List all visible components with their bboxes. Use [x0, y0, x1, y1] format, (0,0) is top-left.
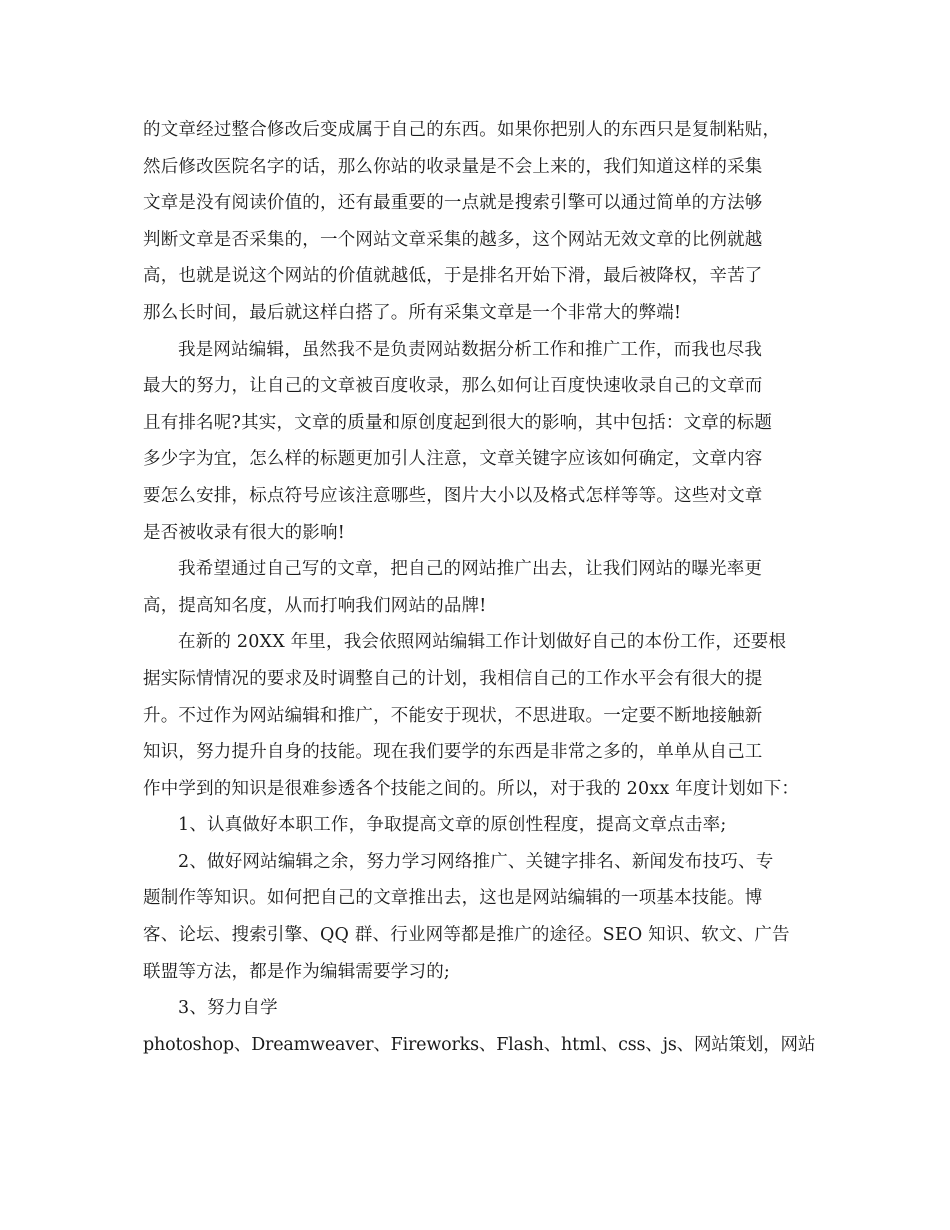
text-line: 联盟等方法，都是作为编辑需要学习的; — [143, 961, 450, 982]
text-line: 客、论坛、搜索引擎、QQ 群、行业网等都是推广的途径。SEO 知识、软文、广告 — [143, 925, 790, 946]
text-line: photoshop、Dreamweaver、Fireworks、Flash、html、css、js、网站策划，网站 — [143, 1034, 816, 1055]
text-line: 题制作等知识。如何把自己的文章推出去，这也是网站编辑的一项基本技能。博 — [143, 888, 763, 909]
paragraph-software-list — [143, 1027, 815, 1064]
text-line: 在新的 20XX 年里，我会依照网站编辑工作计划做好自己的本份工作，还要根 — [178, 632, 787, 653]
paragraph-1 — [143, 112, 815, 332]
text-line: 要怎么安排，标点符号应该注意哪些，图片大小以及格式怎样等等。这些对文章 — [143, 485, 763, 506]
text-line: 多少字为宜，怎么样的标题更加引人注意，文章关键字应该如何确定，文章内容 — [143, 449, 763, 470]
text-line: 3、努力自学 — [178, 998, 278, 1019]
text-line: 文章是没有阅读价值的，还有最重要的一点就是搜索引擎可以通过简单的方法够 — [143, 193, 763, 214]
list-item-3 — [143, 990, 815, 1027]
text-line: 我希望通过自己写的文章，把自己的网站推广出去，让我们网站的曝光率更 — [178, 559, 763, 580]
text-line: 且有排名呢?其实，文章的质量和原创度起到很大的影响，其中包括：文章的标题 — [143, 412, 773, 433]
text-line: 作中学到的知识是很难参透各个技能之间的。所以，对于我的 20xx 年度计划如下： — [143, 778, 800, 799]
text-line: 那么长时间，最后就这样白搭了。所有采集文章是一个非常大的弊端! — [143, 302, 682, 323]
paragraph-2 — [143, 332, 815, 552]
text-line: 判断文章是否采集的，一个网站文章采集的越多，这个网站无效文章的比例就越 — [143, 229, 763, 250]
list-item-2 — [143, 844, 815, 990]
text-line: 高，也就是说这个网站的价值就越低，于是排名开始下滑，最后被降权，辛苦了 — [143, 266, 763, 287]
paragraph-4 — [143, 624, 815, 807]
text-line: 知识，努力提升自身的技能。现在我们要学的东西是非常之多的，单单从自己工 — [143, 742, 763, 763]
text-line: 升。不过作为网站编辑和推广，不能安于现状，不思进取。一定要不断地接触新 — [143, 705, 763, 726]
text-line: 是否被收录有很大的影响! — [143, 522, 345, 543]
paragraph-3 — [143, 551, 815, 624]
text-line: 据实际情情况的要求及时调整自己的计划，我相信自己的工作水平会有很大的提 — [143, 668, 763, 689]
text-line: 我是网站编辑，虽然我不是负责网站数据分析工作和推广工作，而我也尽我 — [178, 339, 763, 360]
text-line: 1、认真做好本职工作，争取提高文章的原创性程度，提高文章点击率; — [178, 815, 727, 836]
text-line: 最大的努力，让自己的文章被百度收录，那么如何让百度快速收录自己的文章而 — [143, 376, 763, 397]
text-line: 然后修改医院名字的话，那么你站的收录量是不会上来的，我们知道这样的采集 — [143, 156, 763, 177]
text-line: 2、做好网站编辑之余，努力学习网络推广、关键字排名、新闻发布技巧、专 — [178, 851, 774, 872]
text-line: 的文章经过整合修改后变成属于自己的东西。如果你把别人的东西只是复制粘贴， — [143, 120, 781, 140]
list-item-1 — [143, 807, 815, 844]
text-line: 高，提高知名度，从而打响我们网站的品牌! — [143, 595, 487, 616]
document-body — [143, 112, 815, 1063]
